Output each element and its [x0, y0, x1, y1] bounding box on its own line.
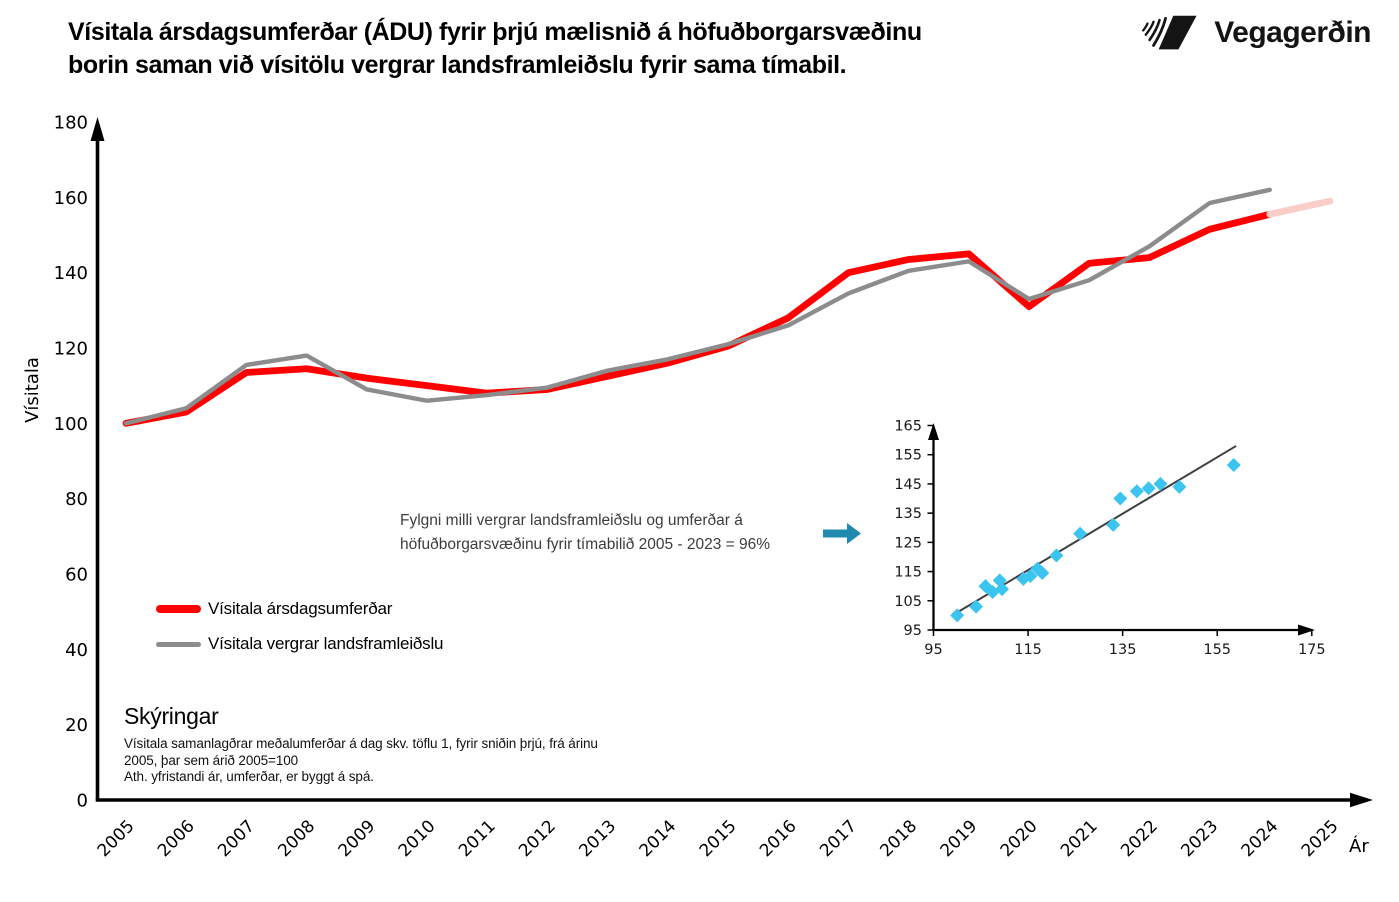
gdp-index-line — [126, 190, 1270, 424]
scatter-point — [1113, 492, 1127, 506]
vegagerdin-logo-icon — [1138, 9, 1200, 57]
legend-label-gdp: Vísitala vergrar landsframleiðslu — [208, 634, 444, 653]
notes-line1: Vísitala samanlagðrar meðalumferðar á dag skv. töflu 1, fyrir sniðin þrjú, frá árinu — [124, 736, 598, 751]
annotation-arrow-icon — [823, 523, 861, 544]
main-y-tick-label: 40 — [65, 639, 88, 661]
correlation-annotation-line1: Fylgni milli vergrar landsframleiðslu og umferðar á — [400, 512, 743, 529]
inset-x-tick-label: 155 — [1203, 642, 1232, 658]
main-x-tick-label: 2019 — [936, 816, 982, 862]
inset-x-tick-label: 175 — [1297, 642, 1326, 658]
main-x-tick-label: 2022 — [1117, 816, 1162, 862]
scatter-point — [1227, 458, 1241, 472]
legend-item-traffic — [156, 600, 392, 618]
legend-swatch-traffic — [156, 605, 201, 613]
main-y-tick-label: 160 — [53, 187, 88, 209]
main-y-tick-label: 80 — [65, 489, 88, 511]
vegagerdin-logo-text: Vegagerðin — [1214, 16, 1371, 49]
legend-swatch-gdp — [156, 642, 201, 647]
main-x-tick-label: 2015 — [695, 816, 741, 862]
page-title-line2: borin saman við vísitölu vergrar landsframleiðslu fyrir sama tímabil. — [68, 51, 847, 79]
main-y-axis-arrowhead — [91, 117, 105, 141]
inset-y-tick-label: 95 — [903, 623, 922, 639]
page-title-line1: Vísitala ársdagsumferðar (ÁDU) fyrir þrjú mælisnið á höfuðborgarsvæðinu — [68, 18, 922, 46]
inset-x-tick-label: 95 — [924, 642, 943, 658]
main-x-tick-label: 2009 — [334, 816, 380, 862]
main-x-tick-label: 2017 — [816, 816, 861, 862]
inset-y-tick-label: 155 — [894, 447, 922, 464]
main-x-tick-label: 2005 — [93, 816, 139, 862]
main-y-tick-label: 120 — [53, 338, 88, 360]
main-x-tick-label: 2012 — [515, 816, 560, 862]
inset-y-tick-label: 145 — [894, 476, 922, 493]
main-y-tick-label: 180 — [53, 112, 88, 134]
scatter-point — [969, 600, 983, 614]
main-y-tick-label: 100 — [53, 413, 88, 435]
inset-y-tick-label: 135 — [894, 506, 922, 523]
inset-y-tick-label: 125 — [894, 535, 922, 552]
main-x-tick-label: 2014 — [635, 816, 681, 862]
notes-line2: 2005, þar sem árið 2005=100 — [124, 752, 299, 768]
main-x-axis-title: Ár — [1349, 836, 1369, 857]
scatter-point — [1073, 527, 1087, 541]
main-x-tick-label: 2025 — [1297, 816, 1343, 862]
main-x-tick-label: 2018 — [876, 816, 922, 862]
scatter-point — [1142, 481, 1156, 495]
inset-y-tick-label: 165 — [894, 418, 922, 435]
inset-y-tick-label: 115 — [894, 564, 922, 581]
main-y-tick-label: 20 — [65, 715, 88, 737]
vegagerdin-logo — [1138, 9, 1371, 57]
legend-item-gdp — [156, 635, 443, 653]
main-x-tick-label: 2008 — [274, 816, 320, 862]
main-x-tick-label: 2023 — [1177, 816, 1223, 862]
correlation-annotation — [400, 509, 770, 556]
correlation-annotation-line2: höfuðborgarsvæðinu fyrir tímabilið 2005 - 2023 = 96% — [400, 535, 771, 553]
legend-label-traffic: Vísitala ársdagsumferðar — [208, 599, 393, 618]
main-x-tick-label: 2006 — [153, 816, 199, 862]
scatter-point — [1130, 484, 1144, 498]
main-y-axis-title: Vísitala — [22, 357, 43, 423]
main-x-tick-label: 2020 — [996, 816, 1042, 862]
scatter-point — [1106, 518, 1120, 532]
notes-heading: Skýringar — [124, 703, 219, 729]
page-title — [68, 16, 1088, 82]
inset-x-tick-label: 135 — [1108, 642, 1137, 658]
inset-y-tick-label: 105 — [894, 593, 922, 610]
main-x-tick-label: 2024 — [1237, 816, 1283, 862]
main-x-tick-label: 2010 — [394, 816, 440, 862]
main-x-axis-arrowhead — [1350, 793, 1373, 807]
traffic-index-line — [126, 214, 1270, 423]
main-y-tick-label: 0 — [76, 790, 88, 812]
main-x-tick-label: 2013 — [575, 816, 621, 862]
notes-section — [124, 703, 704, 786]
main-x-tick-label: 2011 — [455, 816, 500, 862]
main-x-tick-label: 2021 — [1056, 816, 1102, 862]
main-x-tick-label: 2016 — [756, 816, 801, 862]
notes-line3: Ath. yfristandi ár, umferðar, er byggt á spá. — [124, 769, 374, 784]
main-x-tick-label: 2007 — [214, 816, 259, 862]
main-y-tick-label: 140 — [53, 263, 88, 285]
main-y-tick-label: 60 — [65, 564, 88, 586]
inset-x-tick-label: 115 — [1014, 642, 1042, 658]
traffic-forecast-line — [1270, 201, 1330, 214]
